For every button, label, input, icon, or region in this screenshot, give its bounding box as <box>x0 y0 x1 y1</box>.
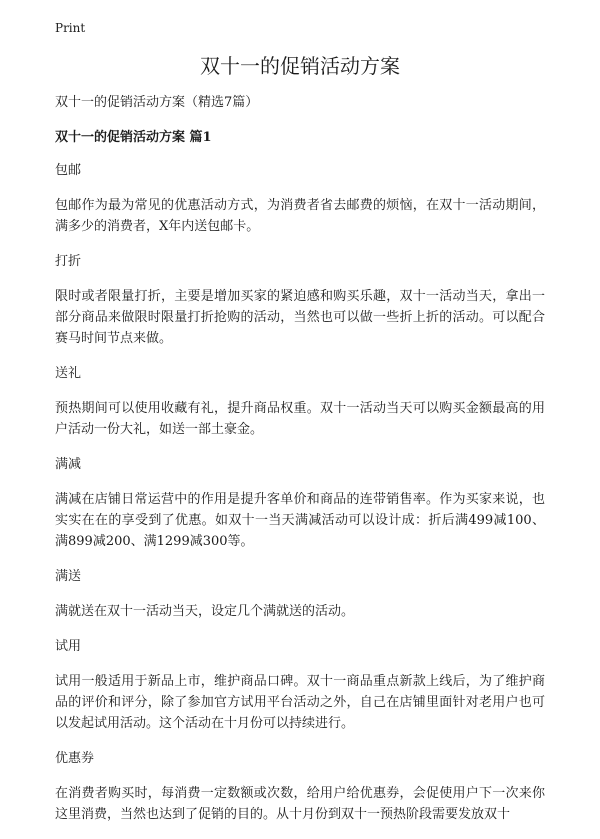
section-body-full-reduction: 满减在店铺日常运营中的作用是提升客单价和商品的连带销售率。作为买家来说，也实实在在的享受到了优惠。如双十一当天满减活动可以设计成：折后满499减100、满899减200、满1299减300等。 <box>55 492 545 549</box>
section-heading-full-reduction: 满减 <box>55 457 82 472</box>
section-body-free-shipping: 包邮作为最为常见的优惠活动方式，为消费者省去邮费的烦恼，在双十一活动期间，满多少的消费者，X年内送包邮卡。 <box>55 198 545 234</box>
section-body-discount: 限时或者限量打折，主要是增加买家的紧迫感和购买乐趣，双十一活动当天，拿出一部分商品来做限时限量打折抢购的活动，当然也可以做一些折上折的活动。可以配合赛马时间节点来做。 <box>55 289 545 346</box>
print-link[interactable]: Print <box>55 21 86 35</box>
section-heading-discount: 打折 <box>55 254 82 269</box>
document-subtitle: 双十一的促销活动方案（精选7篇） <box>55 95 259 110</box>
section-heading-full-gift: 满送 <box>55 569 82 584</box>
section-heading-trial: 试用 <box>55 639 82 654</box>
section-body-trial: 试用一般适用于新品上市，维护商品口碑。双十一商品重点新款上线后，为了维护商品的评价和评分，除了参加官方试用平台活动之外，自己在店铺里面针对老用户也可以发起试用活动。这个活动在十月份可以持续进行。 <box>55 674 545 731</box>
section-body-gift: 预热期间可以使用收藏有礼，提升商品权重。双十一活动当天可以购买金额最高的用户活动一份大礼，如送一部土豪金。 <box>55 401 545 437</box>
document-content <box>55 92 545 839</box>
section-heading-coupon: 优惠券 <box>55 751 95 766</box>
page-title: 双十一的促销活动方案 <box>200 54 400 78</box>
chapter-heading: 双十一的促销活动方案 篇1 <box>55 130 212 145</box>
section-body-full-gift: 满就送在双十一活动当天，设定几个满就送的活动。 <box>55 604 355 619</box>
section-heading-gift: 送礼 <box>55 366 82 381</box>
section-heading-free-shipping: 包邮 <box>55 163 82 178</box>
section-body-coupon: 在消费者购买时，每消费一定数额或次数，给用户给优惠券，会促使用户下一次来你这里消费，当然也达到了促销的目的。从十月份到双十一预热阶段需要发放双十 <box>55 786 545 822</box>
